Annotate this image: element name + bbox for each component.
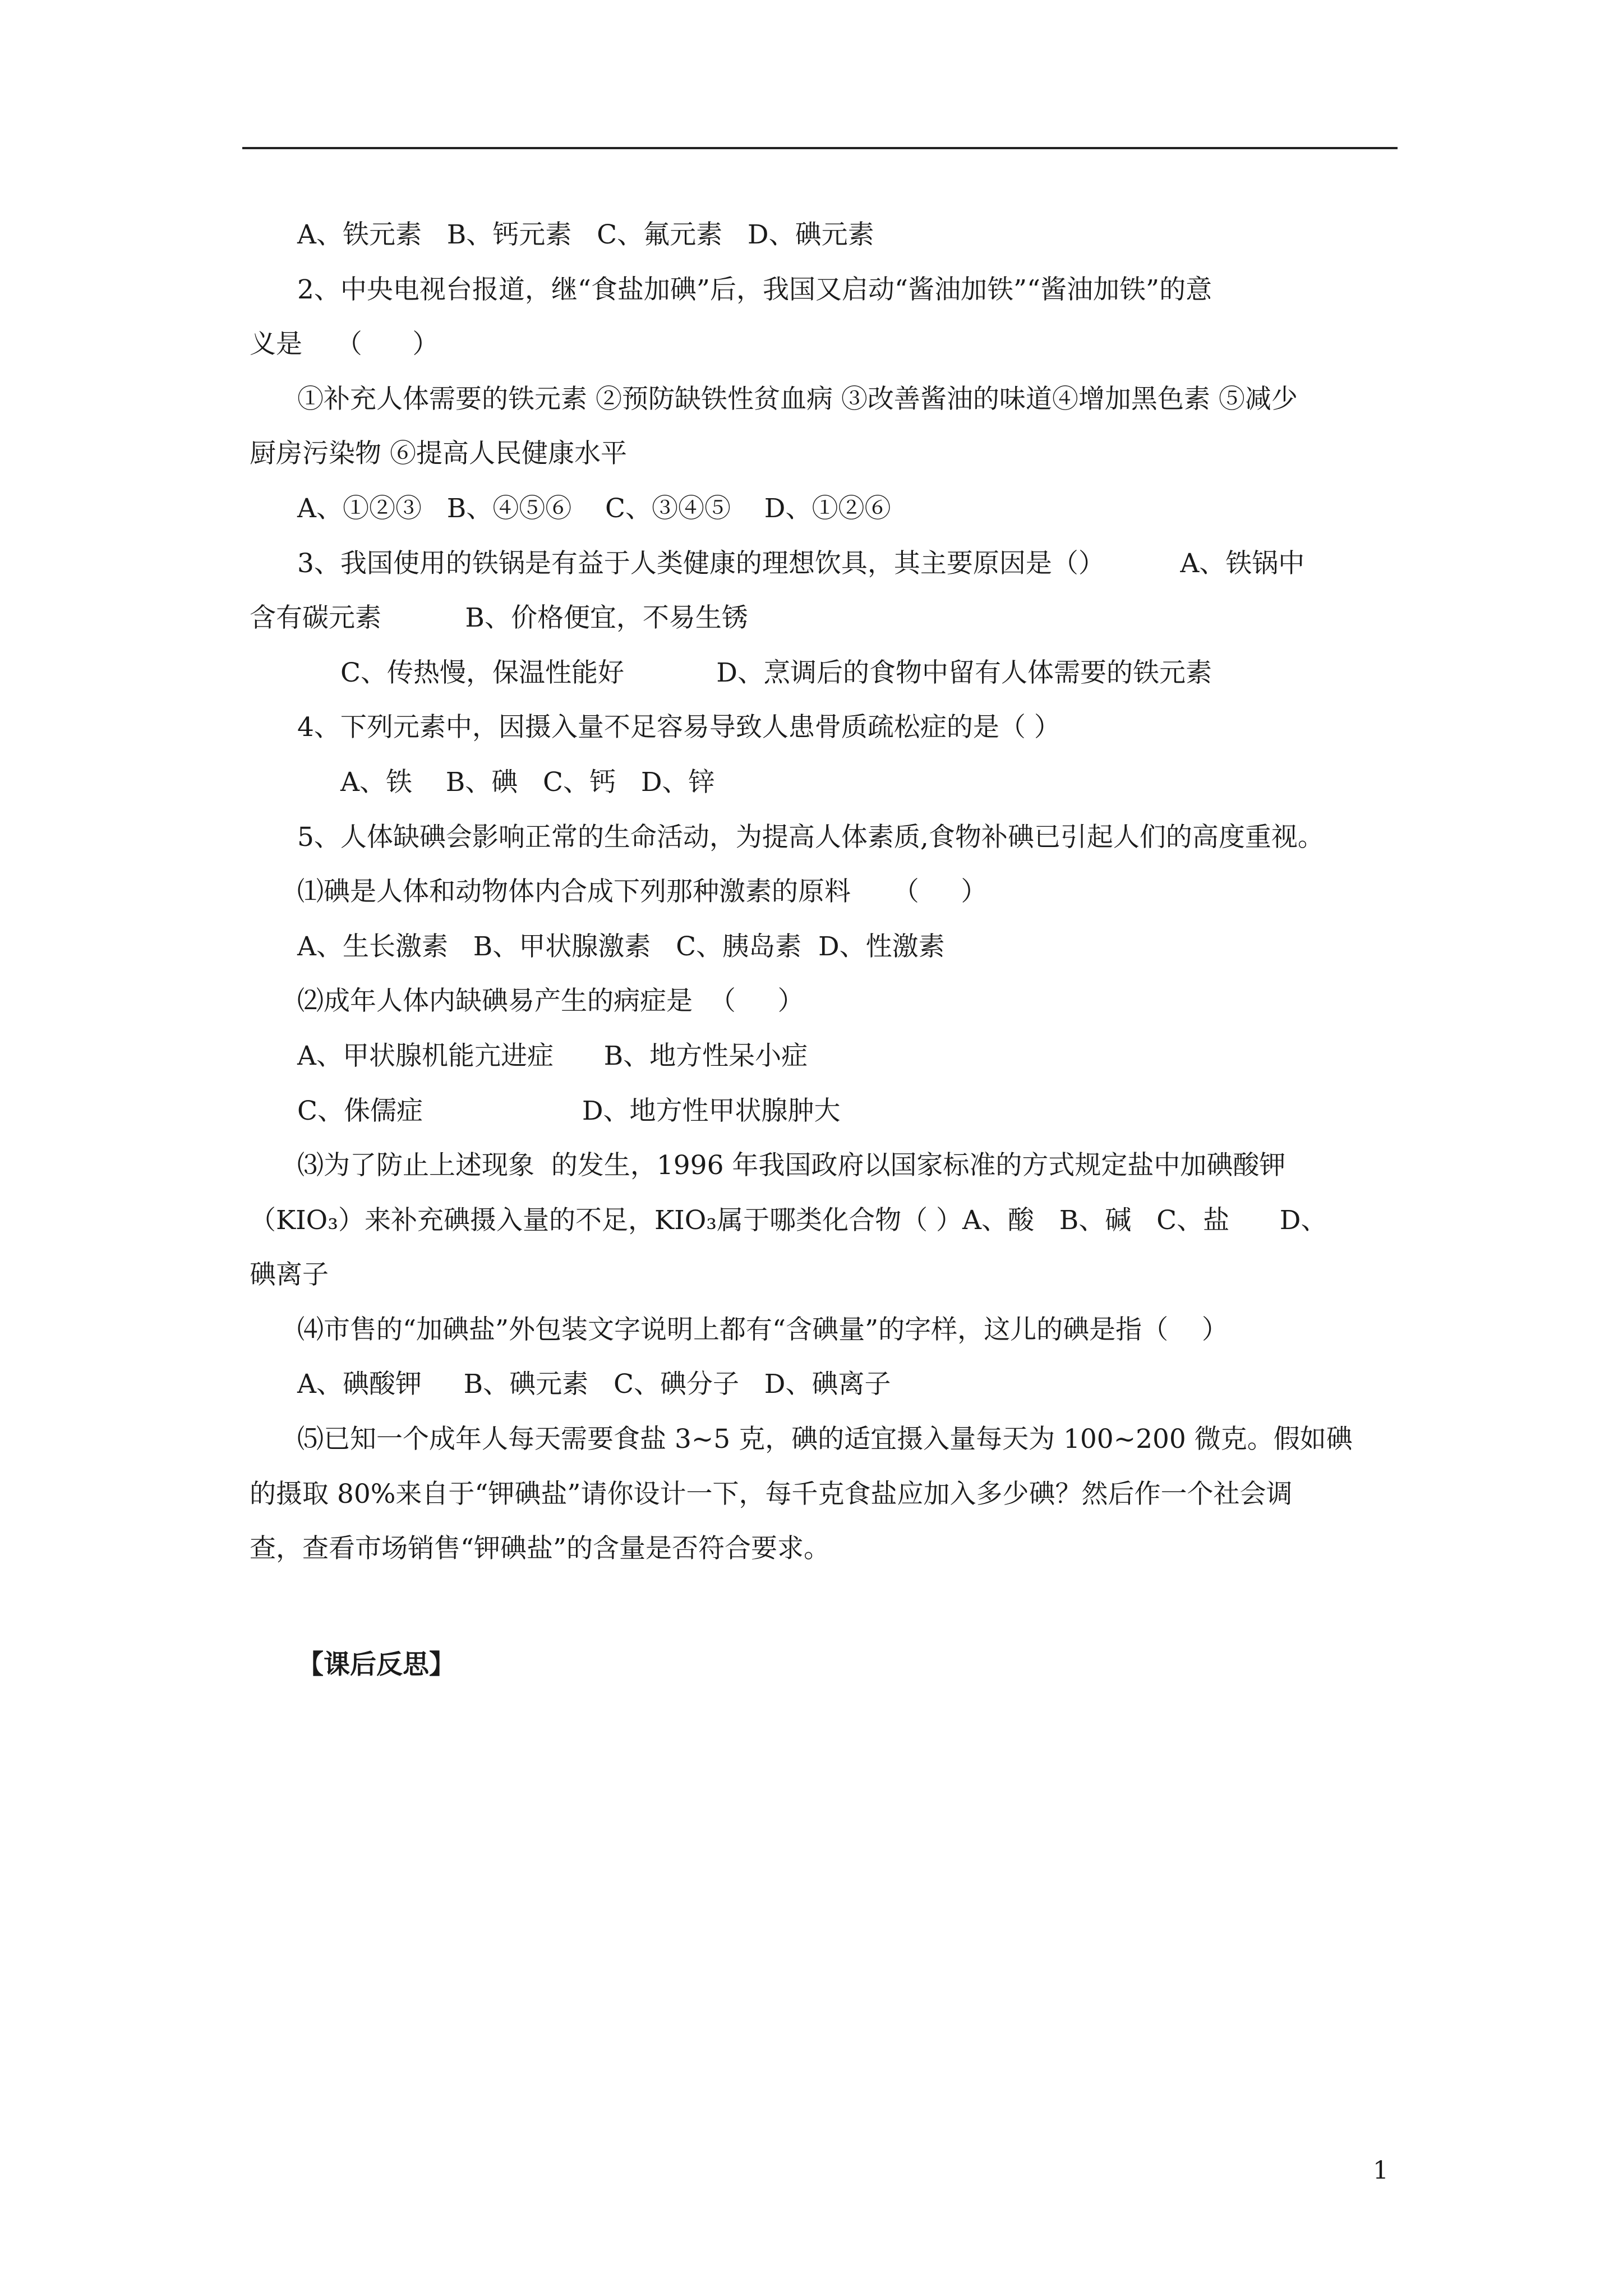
q4-options: A、铁 B、碘 C、钙 D、锌 — [340, 766, 715, 798]
header-rule — [242, 147, 1398, 149]
q5-1-stem: ⑴碘是人体和动物体内合成下列那种激素的原料 （ ） — [297, 876, 988, 908]
q5-stem: 5、人体缺碘会影响正常的生命活动，为提高人体素质,食物补碘已引起人们的高度重视。 — [297, 821, 1324, 853]
q5-4-stem: ⑷市售的“加碘盐”外包装文字说明上都有“含碘量”的字样，这儿的碘是指（ ） — [297, 1314, 1228, 1345]
section-gap — [250, 1576, 1396, 1637]
q1-options: A、铁元素 B、钙元素 C、氟元素 D、碘元素 — [297, 219, 874, 250]
q5-2-stem: ⑵成年人体内缺碘易产生的病症是 （ ） — [297, 986, 804, 1017]
q5-3-stem: ⑶为了防止上述现象 的发生，1996 年我国政府以国家标准的方式规定盐中加碘酸钾 — [297, 1150, 1286, 1181]
document-body — [250, 208, 1396, 1692]
q3-options-cd: C、传热慢，保温性能好 D、烹调后的食物中留有人体需要的铁元素 — [340, 657, 1212, 688]
q2-statements: ①补充人体需要的铁元素 ②预防缺铁性贫血病 ③改善酱油的味道④增加黑色素 ⑤减少 — [297, 383, 1298, 415]
q5-2-options-ab: A、甲状腺机能亢进症 B、地方性呆小症 — [297, 1040, 808, 1071]
reflection-heading: 【课后反思】 — [297, 1649, 455, 1680]
q3-stem: 3、我国使用的铁锅是有益于人类健康的理想饮具，其主要原因是（） A、铁锅中 — [297, 547, 1305, 579]
q5-3-stem-cont: （KIO₃）来补充碘摄入量的不足，KIO₃属于哪类化合物（ ）A、酸 B、碱 C、盐 D、 — [250, 1204, 1327, 1236]
q5-2-options-cd: C、侏儒症 D、地方性甲状腺肿大 — [297, 1095, 841, 1126]
q5-5-stem-cont: 的摄取 80%来自于“钾碘盐”请你设计一下，每千克食盐应加入多少碘？然后作一个社会调 — [250, 1478, 1293, 1510]
q3-options-ab: 含有碳元素 B、价格便宜，不易生锈 — [250, 602, 748, 634]
q5-1-options: A、生长激素 B、甲状腺激素 C、胰岛素 D、性激素 — [297, 931, 945, 962]
q4-stem: 4、下列元素中，因摄入量不足容易导致人患骨质疏松症的是（ ） — [297, 712, 1061, 743]
q5-3-stem-end: 碘离子 — [250, 1259, 329, 1291]
q5-4-options: A、碘酸钾 B、碘元素 C、碘分子 D、碘离子 — [297, 1369, 891, 1400]
page-number: 1 — [1373, 2156, 1389, 2185]
q5-5-stem: ⑸已知一个成年人每天需要食盐 3~5 克，碘的适宜摄入量每天为 100~200 微克。假如碘 — [297, 1424, 1353, 1455]
q2-stem: 2、中央电视台报道，继“食盐加碘”后，我国又启动“酱油加铁”“酱油加铁”的意 — [297, 274, 1212, 305]
q2-options: A、①②③ B、④⑤⑥ C、③④⑤ D、①②⑥ — [297, 493, 891, 524]
q2-stem-cont: 义是 （ ） — [250, 329, 439, 360]
q5-5-stem-end: 查，查看市场销售“钾碘盐”的含量是否符合要求。 — [250, 1533, 831, 1565]
q2-statements-cont: 厨房污染物 ⑥提高人民健康水平 — [250, 438, 627, 470]
